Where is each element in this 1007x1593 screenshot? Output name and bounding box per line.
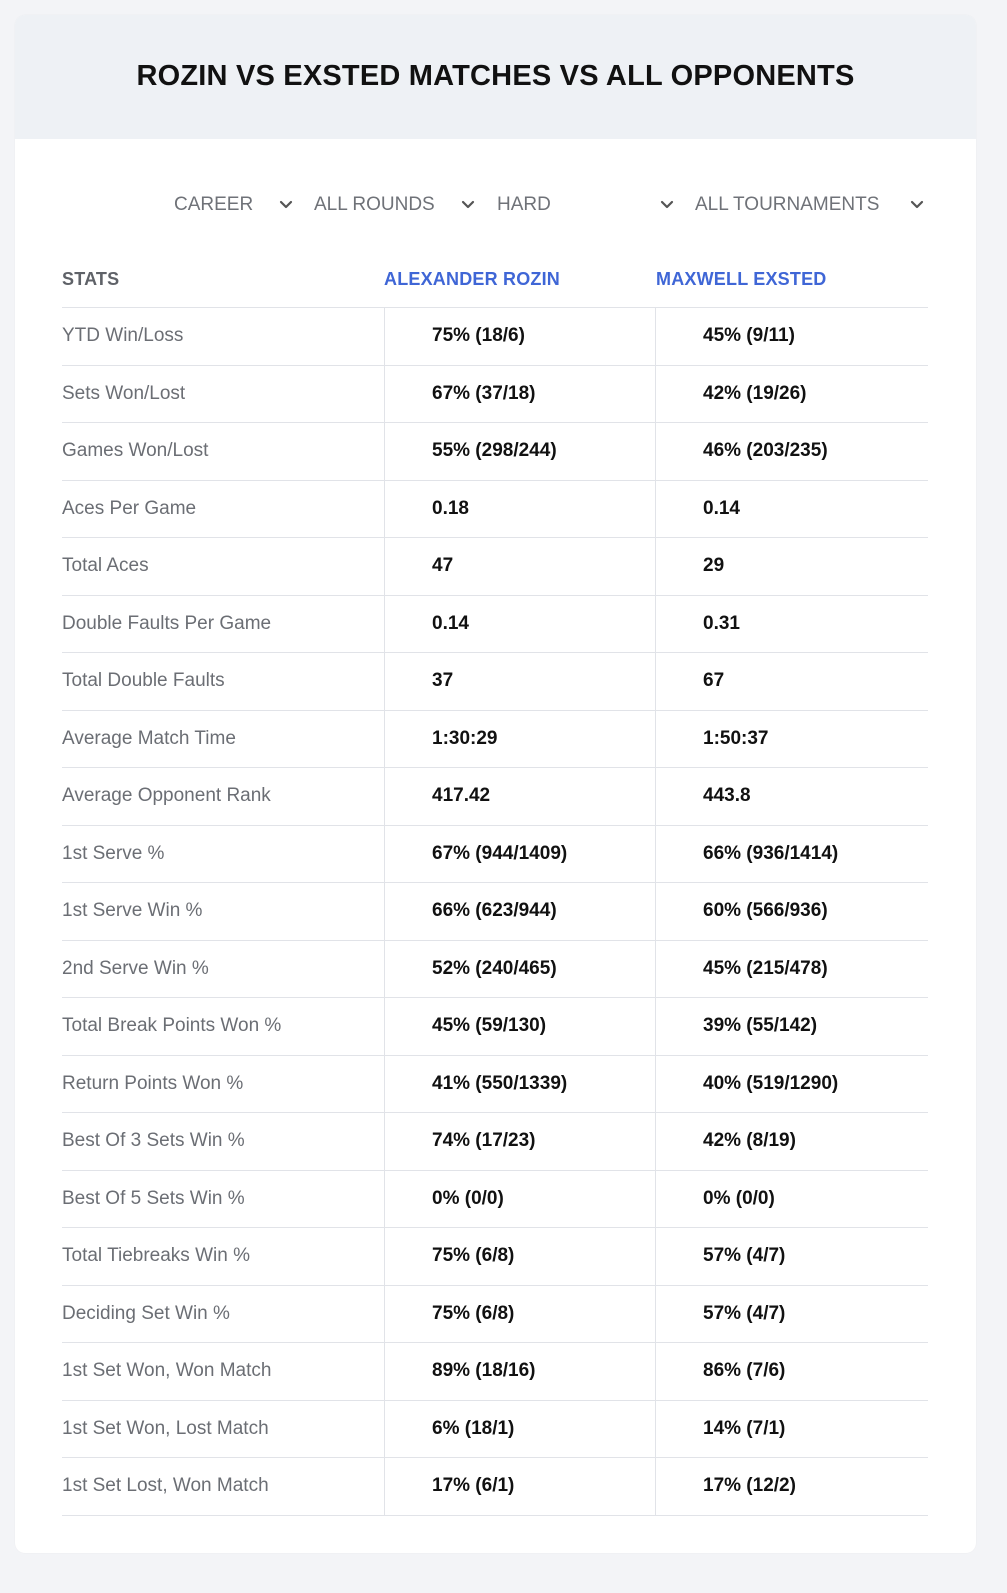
player1-value: 66% (623/944)	[385, 883, 656, 941]
table-row	[62, 365, 928, 423]
player2-value: 39% (55/142)	[656, 998, 929, 1056]
stat-label: Sets Won/Lost	[62, 365, 385, 423]
table-row	[62, 1343, 928, 1401]
stat-label: Return Points Won %	[62, 1055, 385, 1113]
table-row	[62, 595, 928, 653]
player2-value: 45% (215/478)	[656, 940, 929, 998]
stat-label: Total Tiebreaks Win %	[62, 1228, 385, 1286]
page-title: ROZIN VS EXSTED MATCHES VS ALL OPPONENTS	[136, 59, 855, 92]
chevron-down-icon	[278, 197, 294, 213]
stats-table	[62, 307, 928, 1516]
column-header-player1[interactable]: ALEXANDER ROZIN	[384, 269, 561, 289]
player2-value: 0.31	[656, 595, 929, 653]
table-row	[62, 1285, 928, 1343]
column-header-stats: STATS	[62, 269, 120, 289]
player2-value: 57% (4/7)	[656, 1228, 929, 1286]
table-row	[62, 538, 928, 596]
table-header	[15, 251, 976, 311]
stats-card	[15, 15, 976, 1553]
player2-value: 40% (519/1290)	[656, 1055, 929, 1113]
player2-value: 57% (4/7)	[656, 1285, 929, 1343]
filter-surface-value: HARD	[497, 194, 551, 215]
player2-value: 86% (7/6)	[656, 1343, 929, 1401]
player2-value: 443.8	[656, 768, 929, 826]
player2-value: 66% (936/1414)	[656, 825, 929, 883]
player1-value: 75% (6/8)	[385, 1285, 656, 1343]
player1-value: 17% (6/1)	[385, 1458, 656, 1516]
table-row	[62, 1400, 928, 1458]
chevron-down-icon	[909, 197, 925, 213]
player2-value: 42% (19/26)	[656, 365, 929, 423]
player2-value: 67	[656, 653, 929, 711]
player2-value: 60% (566/936)	[656, 883, 929, 941]
stat-label: 2nd Serve Win %	[62, 940, 385, 998]
player1-value: 0.18	[385, 480, 656, 538]
stat-label: Total Aces	[62, 538, 385, 596]
filter-period-select[interactable]	[174, 190, 294, 220]
player1-value: 52% (240/465)	[385, 940, 656, 998]
chevron-down-icon	[460, 197, 476, 213]
player1-value: 67% (37/18)	[385, 365, 656, 423]
table-row	[62, 1113, 928, 1171]
player1-value: 67% (944/1409)	[385, 825, 656, 883]
player1-value: 6% (18/1)	[385, 1400, 656, 1458]
player2-value: 29	[656, 538, 929, 596]
filter-tournaments-value: ALL TOURNAMENTS	[695, 194, 880, 215]
stat-label: Best Of 5 Sets Win %	[62, 1170, 385, 1228]
stat-label: 1st Serve %	[62, 825, 385, 883]
player1-value: 1:30:29	[385, 710, 656, 768]
filter-tournaments-select[interactable]	[695, 190, 925, 220]
player2-value: 17% (12/2)	[656, 1458, 929, 1516]
table-row	[62, 1055, 928, 1113]
stat-label: Total Double Faults	[62, 653, 385, 711]
player1-value: 0% (0/0)	[385, 1170, 656, 1228]
stat-label: 1st Serve Win %	[62, 883, 385, 941]
table-row	[62, 883, 928, 941]
filter-period-value: CAREER	[174, 194, 254, 215]
column-header-player2[interactable]: MAXWELL EXSTED	[656, 269, 827, 289]
stat-label: 1st Set Won, Lost Match	[62, 1400, 385, 1458]
stat-label: YTD Win/Loss	[62, 308, 385, 366]
table-row	[62, 1170, 928, 1228]
stat-label: Average Match Time	[62, 710, 385, 768]
stat-label: 1st Set Won, Won Match	[62, 1343, 385, 1401]
player1-value: 47	[385, 538, 656, 596]
card-header	[15, 15, 976, 139]
filter-surface-select[interactable]	[497, 190, 675, 220]
player1-value: 37	[385, 653, 656, 711]
stat-label: Games Won/Lost	[62, 423, 385, 481]
table-row	[62, 653, 928, 711]
table-row	[62, 423, 928, 481]
stat-label: 1st Set Lost, Won Match	[62, 1458, 385, 1516]
stat-label: Double Faults Per Game	[62, 595, 385, 653]
filter-rounds-value: ALL ROUNDS	[314, 194, 435, 215]
player1-value: 45% (59/130)	[385, 998, 656, 1056]
player1-value: 75% (18/6)	[385, 308, 656, 366]
table-row	[62, 768, 928, 826]
player2-value: 0% (0/0)	[656, 1170, 929, 1228]
filter-rounds-select[interactable]	[314, 190, 476, 220]
table-row	[62, 1458, 928, 1516]
player1-value: 0.14	[385, 595, 656, 653]
player2-value: 42% (8/19)	[656, 1113, 929, 1171]
stat-label: Best Of 3 Sets Win %	[62, 1113, 385, 1171]
table-row	[62, 940, 928, 998]
chevron-down-icon	[659, 197, 675, 213]
stat-label: Total Break Points Won %	[62, 998, 385, 1056]
player2-value: 1:50:37	[656, 710, 929, 768]
player2-value: 0.14	[656, 480, 929, 538]
player1-value: 75% (6/8)	[385, 1228, 656, 1286]
table-row	[62, 710, 928, 768]
player1-value: 55% (298/244)	[385, 423, 656, 481]
table-row	[62, 308, 928, 366]
player2-value: 45% (9/11)	[656, 308, 929, 366]
stat-label: Aces Per Game	[62, 480, 385, 538]
stats-table-body	[62, 308, 928, 1516]
player2-value: 14% (7/1)	[656, 1400, 929, 1458]
stat-label: Average Opponent Rank	[62, 768, 385, 826]
player2-value: 46% (203/235)	[656, 423, 929, 481]
table-row	[62, 1228, 928, 1286]
player1-value: 74% (17/23)	[385, 1113, 656, 1171]
table-row	[62, 825, 928, 883]
player1-value: 417.42	[385, 768, 656, 826]
filter-bar	[15, 139, 976, 264]
stat-label: Deciding Set Win %	[62, 1285, 385, 1343]
player1-value: 89% (18/16)	[385, 1343, 656, 1401]
table-row	[62, 998, 928, 1056]
table-row	[62, 480, 928, 538]
player1-value: 41% (550/1339)	[385, 1055, 656, 1113]
